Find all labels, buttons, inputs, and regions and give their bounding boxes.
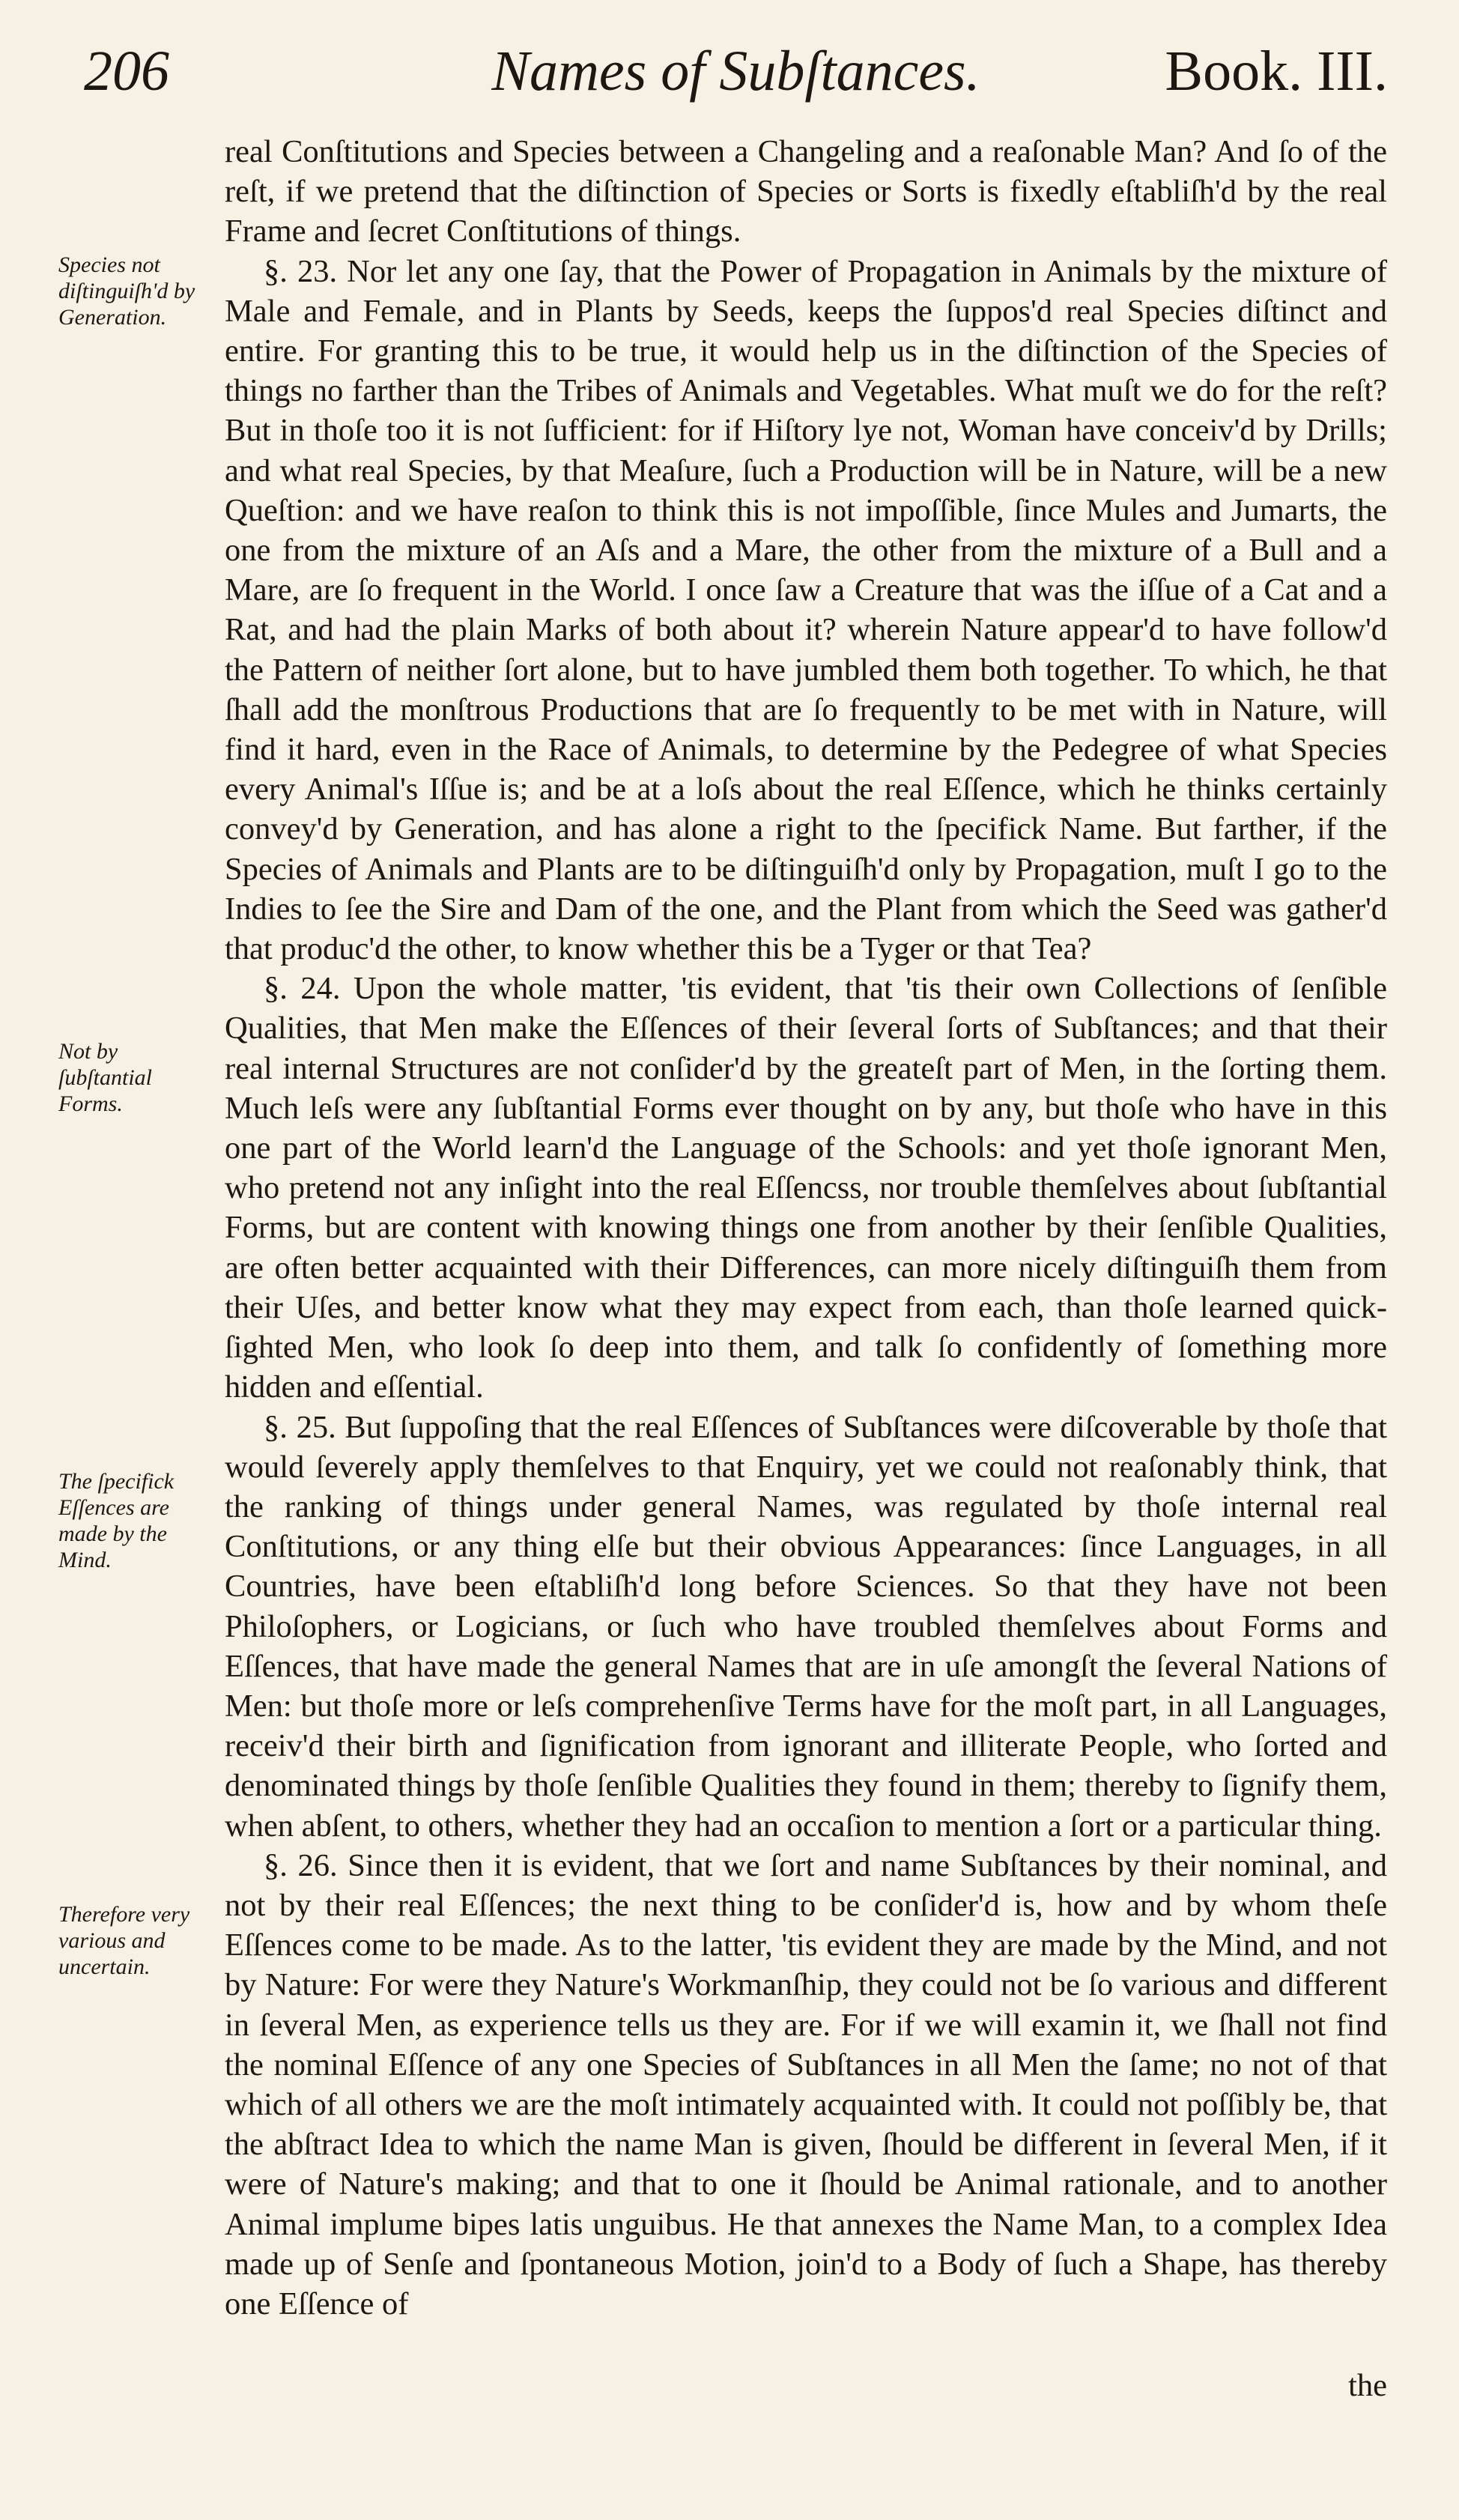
margin-note: The ſpecifick Eſſences are made by the Mind. bbox=[58, 1469, 175, 1572]
margin-note: Not by ſubſtantial Forms. bbox=[58, 1039, 153, 1116]
margin-note: Species not diſtinguiſh'd by Generation. bbox=[58, 252, 195, 330]
book-number: Book. III. bbox=[1165, 40, 1388, 103]
page-header bbox=[84, 39, 1388, 121]
paragraph: §. 24. Upon the whole matter, 'tis evident, that 'tis their own Collections of ſenſible Qualities, that Men make the Eſſences of their ſeveral ſorts of Subſtances; and that their real internal Structures are not conſider'd by the greateſt part of Men, in the ſorting them. Much leſs were any ſubſtantial Forms ever thought on by any, but thoſe who have in this one part of the World learn'd the Language of the Schools: and yet thoſe ignorant Men, who pretend not any inſight into the real Eſſencss, nor trouble themſelves about ſubſtantial Forms, but are content with knowing things one from another by their ſenſible Qualities, are often better acquainted with their Differences, can more nicely diſtinguiſh them from their Uſes, and better know what they may expect from each, than thoſe learned quick-ſighted Men, who look ſo deep into them, and talk ſo confidently of ſomething more hidden and eſſential. bbox=[225, 971, 1387, 1405]
paragraph: §. 23. Nor let any one ſay, that the Power of Propagation in Animals by the mixture of Male and Female, and in Plants by Seeds, keeps the ſuppos'd real Species diſtinct and entire. For granting this to be true, it would help us in the diſtinction of the Species of things no farther than the Tribes of Animals and Vegetables. What muſt we do for the reſt? But in thoſe too it is not ſufficient: for if Hiſtory lye not, Woman have conceiv'd by Drills; and what real Species, by that Meaſure, ſuch a Production will be in Nature, will be a new Queſtion: and we have reaſon to think this is not impoſſible, ſince Mules and Jumarts, the one from the mixture of an Aſs and a Mare, the other from the mixture of a Bull and a Mare, are ſo frequent in the World. I once ſaw a Creature that was the iſſue of a Cat and a Rat, and had the plain Marks of both about it? wherein Nature appear'd to have follow'd the Pattern of neither ſort alone, but to have jumbled them both together. To which, he that ſhall add the monſtrous Productions that are ſo frequently to be met with in Nature, will find it hard, even in the Race of Animals, to determine by the Pedegree of what Species every Animal's Iſſue is; and be at a loſs about the real Eſſence, which he thinks certainly convey'd by Generation, and has alone a right to the ſpecifick Name. But farther, if the Species of Animals and Plants are to be diſtinguiſh'd only by Propagation, muſt I go to the Indies to ſee the Sire and Dam of the one, and the Plant from which the Seed was gather'd that produc'd the other, to know whether this be a Tyger or that Tea? bbox=[225, 253, 1387, 967]
page-number: 206 bbox=[84, 40, 169, 103]
body-text bbox=[225, 132, 1387, 2324]
running-title: Names of Subſtances. bbox=[491, 40, 980, 103]
margin-note: Therefore very various and uncertain. bbox=[58, 1902, 190, 1979]
paragraph: real Conſtitutions and Species between a Changeling and a reaſonable Man? And ſo of the reſt, if we pretend that the diſtinction of Species or Sorts is fixedly eſtabliſh'd by the real Frame and ſecret Conſtitutions of things. bbox=[225, 134, 1387, 249]
paragraph: §. 26. Since then it is evident, that we ſort and name Subſtances by their nominal, and not by their real Eſſences; the next thing to be conſider'd is, how and by whom theſe Eſſences come to be made. As to the latter, 'tis evident they are made by the Mind, and not by Nature: For were they Nature's Workmanſhip, they could not be ſo various and different in ſeveral Men, as experience tells us they are. For if we will examin it, we ſhall not find the nominal Eſſence of any one Species of Subſtances in all Men the ſame; no not of that which of all others we are the moſt intimately acquainted with. It could not poſſibly be, that the abſtract Idea to which the name Man is given, ſhould be different in ſeveral Men, if it were of Nature's making; and that to one it ſhould be Animal rationale, and to another Animal implume bipes latis unguibus. He that annexes the Name Man, to a complex Idea made up of Senſe and ſpontaneous Motion, join'd to a Body of ſuch a Shape, has thereby one Eſſence of bbox=[225, 1847, 1387, 2321]
paragraph: §. 25. But ſuppoſing that the real Eſſences of Subſtances were diſcoverable by thoſe that would ſeverely apply themſelves to that Enquiry, yet we could not reaſonably think, that the ranking of things under general Names, was regulated by thoſe internal real Conſtitutions, or any thing elſe but their obvious Appearances: ſince Languages, in all Countries, have been eſtabliſh'd long before Sciences. So that they have not been Philoſophers, or Logicians, or ſuch who have troubled themſelves about Forms and Eſſences, that have made the general Names that are in uſe amongſt the ſeveral Nations of Men: but thoſe more or leſs comprehenſive Terms have for the moſt part, in all Languages, receiv'd their birth and ſignification from ignorant and illiterate People, who ſorted and denominated things by thoſe ſenſible Qualities they found in them; thereby to ſignify them, when abſent, to others, whether they had an occaſion to mention a ſort or a particular thing. bbox=[225, 1409, 1387, 1844]
catchword: the bbox=[1348, 2368, 1387, 2403]
